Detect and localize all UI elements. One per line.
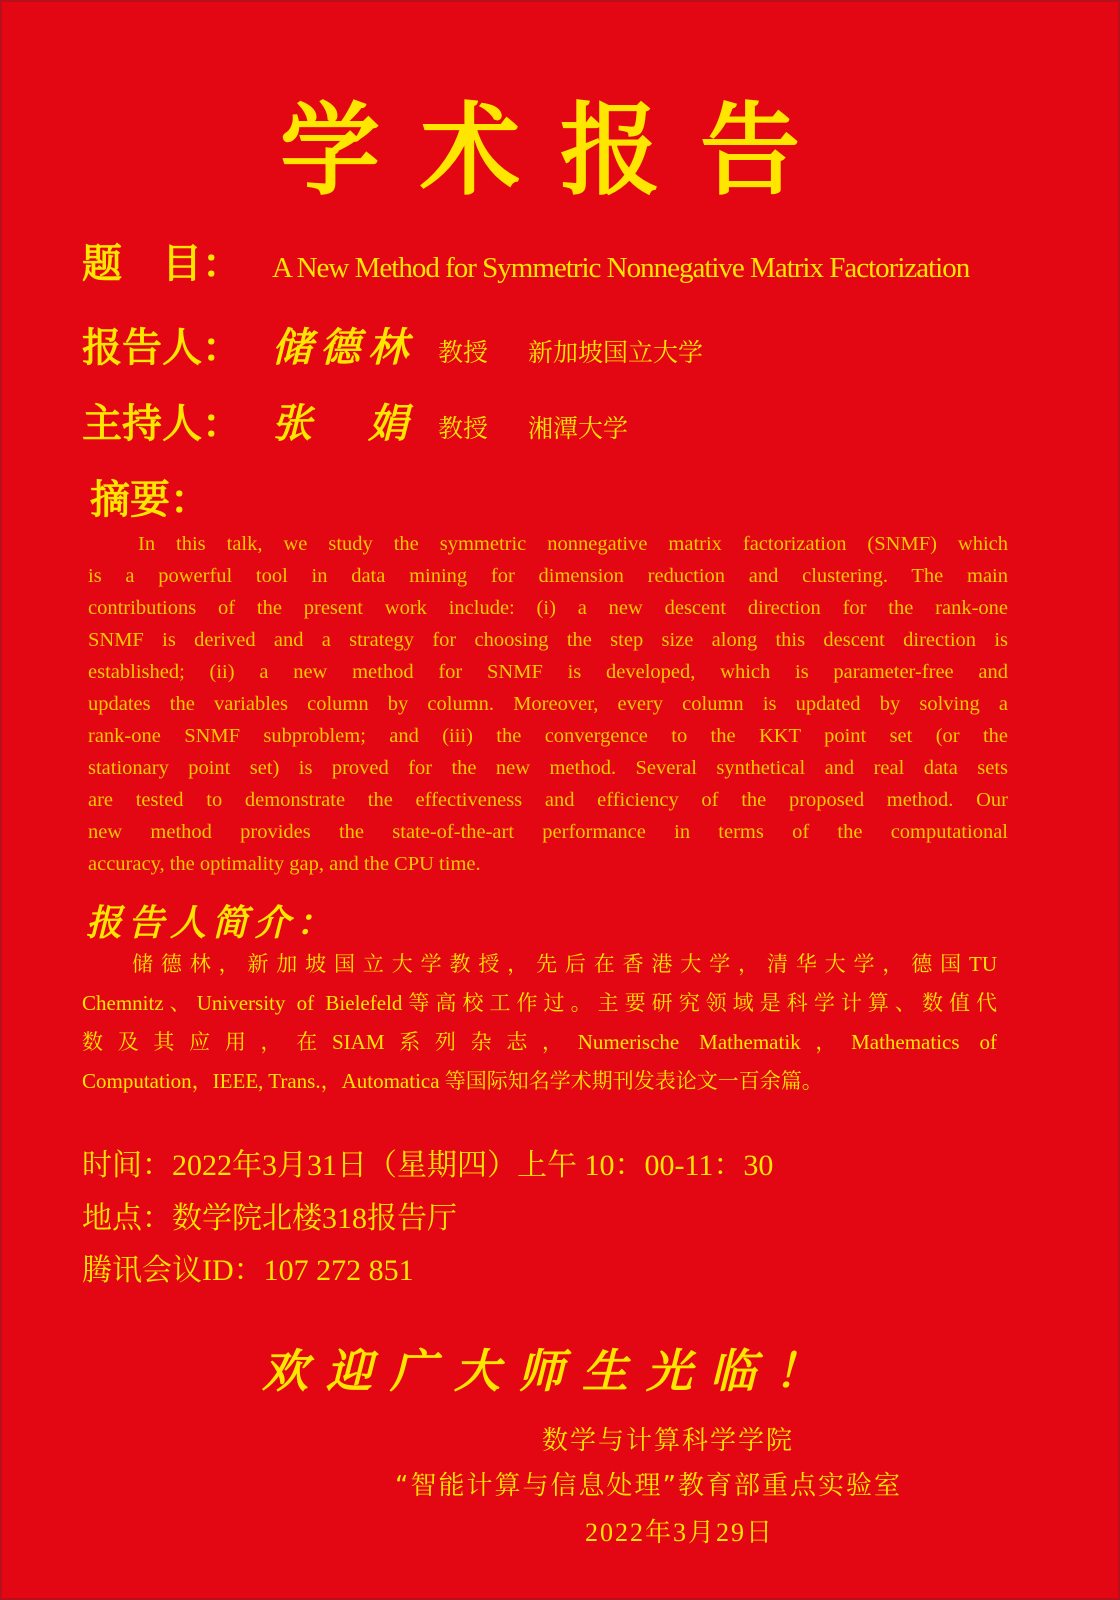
host-name: 张 娟 [272, 400, 416, 447]
poster-title: 学术报告 [280, 91, 840, 209]
host-rank: 教授 [438, 414, 489, 443]
speaker-rank: 教授 [438, 338, 489, 367]
speaker-affiliation: 新加坡国立大学 [528, 338, 704, 367]
topic-value: A New Method for Symmetric Nonnegative Matrix Factorization [272, 252, 970, 284]
bio-line: 储德林，新加坡国立大学教授，先后在香港大学，清华大学，德国TU [132, 952, 997, 976]
welcome-message: 欢迎广大师生光临！ [262, 1344, 838, 1398]
bio-line: 数及其应用，在SIAM系列杂志，Numerische Mathematik，Mathematics of [82, 1030, 997, 1054]
event-time: 时间：2022年3月31日（星期四）上午 10：00-11：30 [82, 1149, 774, 1182]
abstract-line: are tested to demonstrate the effectiveness and efficiency of the proposed method. Our [88, 789, 1008, 811]
speaker-row [82, 316, 703, 373]
bio-line: Chemnitz、University of Bielefeld等高校工作过。主要研究领域是科学计算、数值代 [82, 991, 997, 1015]
bio-line: Computation，IEEE, Trans.，Automatica 等国际知名学术期刊发表论文一百余篇。 [82, 1069, 823, 1093]
topic-row [82, 232, 969, 289]
footer-lab: “智能计算与信息处理”教育部重点实验室 [395, 1471, 902, 1501]
footer-school: 数学与计算科学学院 [542, 1426, 795, 1456]
host-label: 主持人： [82, 401, 242, 447]
meeting-id: 腾讯会议ID：107 272 851 [82, 1254, 414, 1287]
event-place: 地点：数学院北楼318报告厅 [82, 1202, 457, 1235]
abstract-line: SNMF is derived and a strategy for choosing the step size along this descent direction is [88, 629, 1008, 651]
abstract-line: In this talk, we study the symmetric nonnegative matrix factorization (SNMF) which [138, 533, 1008, 555]
abstract-text [88, 528, 1008, 880]
bio-text [82, 945, 997, 1101]
speaker-name: 储德林 [272, 324, 416, 371]
speaker-label: 报告人： [82, 325, 242, 371]
abstract-line: established; (ii) a new method for SNMF is developed, which is parameter-free and [88, 661, 1008, 683]
footer-date: 2022年3月29日 [585, 1518, 775, 1547]
abstract-line: stationary point set) is proved for the new method. Several synthetical and real data sets [88, 757, 1008, 779]
host-row [82, 392, 628, 449]
abstract-line: new method provides the state-of-the-art performance in terms of the computational [88, 821, 1008, 843]
abstract-line: rank-one SNMF subproblem; and (iii) the convergence to the KKT point set (or the [88, 725, 1008, 747]
topic-label: 题 目： [82, 241, 242, 287]
bio-label: 报告人简介： [86, 902, 339, 944]
abstract-line: accuracy, the optimality gap, and the CPU time. [88, 853, 481, 875]
abstract-line: is a powerful tool in data mining for dimension reduction and clustering. The main [88, 565, 1008, 587]
abstract-label: 摘要： [90, 477, 210, 523]
host-affiliation: 湘潭大学 [528, 414, 629, 443]
abstract-line: updates the variables column by column. Moreover, every column is updated by solving a [88, 693, 1008, 715]
abstract-line: contributions of the present work include: (i) a new descent direction for the rank-one [88, 597, 1008, 619]
